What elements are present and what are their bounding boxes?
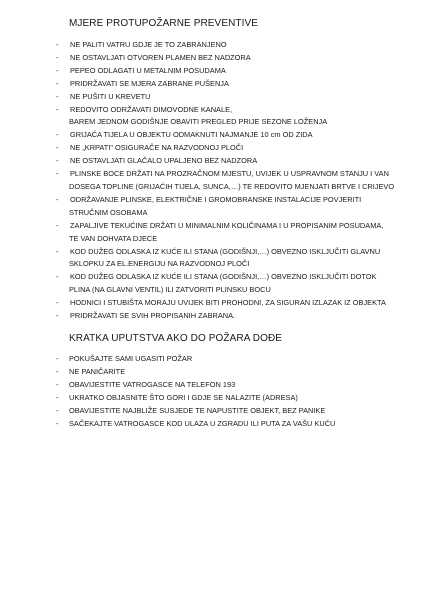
bullet-dash: -	[56, 194, 59, 204]
list-item	[0, 405, 335, 418]
list-item	[0, 297, 394, 310]
list-item-text: NE OSTAVLJATI OTVOREN PLAMEN BEZ NADZORA	[70, 52, 251, 62]
bullet-dash: -	[56, 405, 59, 415]
bullet-dash: -	[56, 143, 59, 153]
list-item	[0, 104, 394, 130]
list-item	[0, 379, 335, 392]
list-item	[0, 194, 394, 220]
bullet-dash: -	[56, 52, 59, 62]
list-item	[0, 353, 335, 366]
list-item	[0, 168, 394, 194]
list-item	[0, 52, 394, 65]
list-item	[0, 220, 394, 246]
list-item-text: NE „KRPATI" OSIGURAČE NA RAZVODNOJ PLOČI	[70, 143, 244, 153]
list-item	[0, 271, 394, 297]
list-item-text: POKUŠAJTE SAMI UGASITI POŽAR	[69, 354, 193, 363]
fire-prevention-list	[0, 39, 394, 323]
list-item-text: GRIJAĆA TIJELA U OBJEKTU ODMAKNUTI NAJMANJE 10 cm OD ZIDA	[70, 130, 313, 140]
bullet-dash: -	[56, 104, 59, 114]
bullet-dash: -	[56, 354, 59, 363]
list-item-text: OBAVIJESTITE VATROGASCE NA TELEFON 193	[69, 379, 236, 389]
list-item	[0, 246, 394, 272]
bullet-dash: -	[56, 130, 59, 140]
list-item-text: PLINA (NA GLAVNI VENTIL) ILI ZATVORITI PLINSKU BOCU	[69, 285, 271, 295]
list-item-text: REDOVITO ODRŽAVATI DIMOVODNE KANALE,	[70, 104, 233, 114]
bullet-dash: -	[56, 272, 59, 282]
list-item-text: SAČEKAJTE VATROGASCE KOD ULAZA U ZGRADU ILI PUTA ZA VAŠU KUĆU	[69, 418, 336, 428]
list-item	[0, 418, 335, 431]
list-item-text: NE OSTAVLJATI GLAČALO UPALJENO BEZ NADZORA	[70, 156, 258, 166]
list-item-text: SKLOPKU ZA EL.ENERGIJU NA RAZVODNOJ PLOČI	[69, 259, 250, 269]
fire-instructions-list	[0, 353, 335, 430]
bullet-dash: -	[56, 418, 59, 428]
list-item-text: PLINSKE BOCE DRŽATI NA PROZRAČNOM MJESTU, UVIJEK U USPRAVNOM STANJU I VAN	[70, 169, 389, 179]
bullet-dash: -	[56, 311, 59, 321]
list-item	[0, 142, 394, 155]
list-item	[0, 65, 394, 78]
list-item-text: NE PANIČARITE	[69, 366, 126, 376]
list-item-text: ZAPALJIVE TEKUĆINE DRŽATI U MINIMALNIM KOLIČINAMA I U PROPISANIM POSUDAMA,	[70, 220, 384, 230]
list-item-text: OBAVIJESTITE NAJBLIŽE SUSJEDE TE NAPUSTITE OBJEKT, BEZ PANIKE	[69, 405, 326, 415]
list-item	[0, 39, 394, 52]
bullet-dash: -	[56, 379, 59, 389]
bullet-dash: -	[56, 246, 59, 256]
list-item-text: STRUČNIM OSOBAMA	[69, 207, 148, 217]
list-item	[0, 155, 394, 168]
list-item-text: TE VAN DOHVATA DJECE	[69, 233, 158, 243]
list-item-text: KOD DUŽEG ODLASKA IZ KUĆE ILI STANA (GODIŠNJI,…) OBVEZNO ISKLJUČITI DOTOK	[70, 272, 377, 282]
list-item-text: ODRŽAVANJE PLINSKE, ELEKTRIČNE I GROMOBRANSKE INSTALACIJE POVJERITI	[70, 194, 362, 204]
list-item-text: NE PUŠITI U KREVETU	[70, 91, 151, 101]
list-item-text: DOSEGA TOPLINE (GRIJAĆIH TIJELA, SUNCA,…) TE REDOVITO MJENJATI BRTVE I CRIJEVO	[69, 181, 395, 191]
list-item-text: UKRATKO OBJASNITE ŠTO GORI I GDJE SE NALAZITE (ADRESA)	[69, 392, 298, 402]
list-item-text: HODNICI I STUBIŠTA MORAJU UVIJEK BITI PROHODNI, ZA SIGURAN IZLAZAK IZ OBJEKTA	[70, 298, 386, 308]
list-item	[0, 366, 335, 379]
bullet-dash: -	[56, 65, 59, 75]
section-title-fire-instructions: KRATKA UPUTSTVA AKO DO POŽARA DOĐE	[69, 333, 283, 344]
list-item-text: NE PALITI VATRU GDJE JE TO ZABRANJENO	[70, 40, 227, 49]
bullet-dash: -	[56, 220, 59, 230]
section-title-fire-prevention: MJERE PROTUPOŽARNE PREVENTIVE	[69, 18, 259, 29]
bullet-dash: -	[56, 392, 59, 402]
list-item	[0, 310, 394, 323]
list-item-text: PRIDRŽAVATI SE MJERA ZABRANE PUŠENJA	[70, 78, 229, 88]
bullet-dash: -	[56, 366, 59, 376]
bullet-dash: -	[56, 298, 59, 308]
bullet-dash: -	[56, 156, 59, 166]
list-item	[0, 129, 394, 142]
bullet-dash: -	[56, 78, 59, 88]
bullet-dash: -	[56, 169, 59, 179]
list-item-text: PEPEO ODLAGATI U METALNIM POSUDAMA	[70, 65, 226, 75]
bullet-dash: -	[56, 40, 59, 49]
list-item	[0, 78, 394, 91]
list-item-text: PRIDRŽAVATI SE SVIH PROPISANIH ZABRANA.	[70, 311, 236, 321]
list-item-text: BAREM JEDNOM GODIŠNJE OBAVITI PREGLED PRIJE SEZONE LOŽENJA	[69, 117, 328, 127]
list-item-text: KOD DUŽEG ODLASKA IZ KUĆE ILI STANA (GODIŠNJI,…) OBVEZNO ISKLJUČITI GLAVNU	[70, 246, 381, 256]
list-item	[0, 392, 335, 405]
list-item	[0, 91, 394, 104]
bullet-dash: -	[56, 91, 59, 101]
